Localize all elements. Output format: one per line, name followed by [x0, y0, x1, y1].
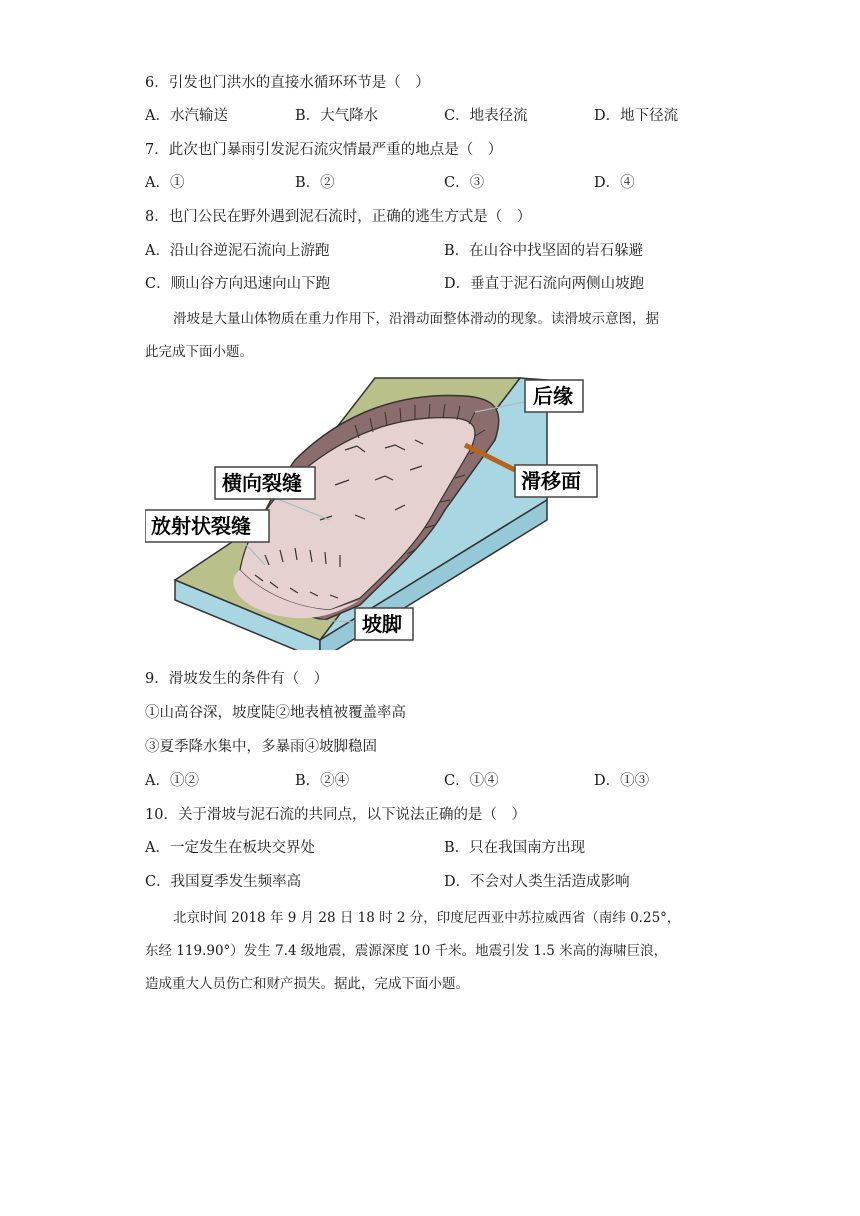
q8-option-d: D．垂直于泥石流向两侧山坡跑 — [444, 276, 645, 292]
q8-option-c: C．顺山谷方向迅速向山下跑 — [145, 276, 331, 292]
q8-option-a: A．沿山谷逆泥石流向上游跑 — [145, 243, 330, 259]
q6-option-b: B．大气降水 — [295, 108, 379, 124]
quake-passage-line-3: 造成重大人员伤亡和财产损失。据此，完成下面小题。 — [145, 976, 469, 992]
question-10-stem: 10．关于滑坡与泥石流的共同点，以下说法正确的是（ ） — [145, 807, 526, 823]
question-8-stem: 8．也门公民在野外遇到泥石流时，正确的逃生方式是（ ） — [145, 209, 532, 225]
q6-option-c: C．地表径流 — [444, 108, 528, 124]
quake-passage-line-2: 东经 119.90°）发生 7.4 级地震，震源深度 10 千米。地震引发 1.5 米高的海啸巨浪， — [145, 943, 668, 959]
landslide-passage-line-2: 此完成下面小题。 — [145, 344, 253, 360]
label-transverse-crack — [215, 467, 315, 499]
quake-passage-line-1: 北京时间 2018 年 9 月 28 日 18 时 2 分，印度尼西亚中苏拉威西省（南纬 0.25°， — [173, 910, 681, 926]
q10-option-b: B．只在我国南方出现 — [444, 840, 586, 856]
q7-option-c: C．③ — [444, 175, 485, 191]
label-toe — [355, 608, 413, 640]
label-transverse-crack-text: 横向裂缝 — [222, 471, 302, 495]
label-toe-text: 坡脚 — [362, 612, 402, 636]
q10-option-c: C．我国夏季发生频率高 — [145, 874, 302, 890]
q10-option-a: A．一定发生在板块交界处 — [145, 840, 315, 856]
label-rear-edge — [525, 380, 583, 412]
label-radial-crack-text: 放射状裂缝 — [151, 514, 251, 538]
q9-option-a: A．①② — [145, 773, 199, 789]
q10-option-d: D．不会对人类生活造成影响 — [444, 874, 630, 890]
q6-option-d: D．地下径流 — [594, 108, 679, 124]
q8-option-b: B．在山谷中找坚固的岩石躲避 — [444, 243, 644, 259]
question-7-stem: 7．此次也门暴雨引发泥石流灾情最严重的地点是（ ） — [145, 142, 503, 158]
landslide-diagram — [145, 370, 605, 650]
q7-option-d: D．④ — [594, 175, 635, 191]
landslide-passage-line-1: 滑坡是大量山体物质在重力作用下，沿滑动面整体滑动的现象。读滑坡示意图，据 — [173, 311, 659, 327]
question-6-stem: 6．引发也门洪水的直接水循环环节是（ ） — [145, 75, 430, 91]
question-9-stem: 9．滑坡发生的条件有（ ） — [145, 671, 329, 687]
q7-option-b: B．② — [295, 175, 335, 191]
label-rear-edge-text: 后缘 — [533, 384, 573, 408]
q9-option-c: C．①④ — [444, 773, 499, 789]
label-radial-crack — [145, 510, 269, 542]
label-slip-surface — [515, 465, 597, 497]
q6-option-a: A．水汽输送 — [145, 108, 228, 124]
q9-statement-2: ③夏季降水集中，多暴雨④坡脚稳固 — [145, 739, 377, 755]
q9-option-b: B．②④ — [295, 773, 350, 789]
q7-option-a: A．① — [145, 175, 185, 191]
q9-statement-1: ①山高谷深，坡度陡②地表植被覆盖率高 — [145, 705, 406, 721]
q9-option-d: D．①③ — [594, 773, 650, 789]
label-slip-surface-text: 滑移面 — [521, 469, 581, 493]
